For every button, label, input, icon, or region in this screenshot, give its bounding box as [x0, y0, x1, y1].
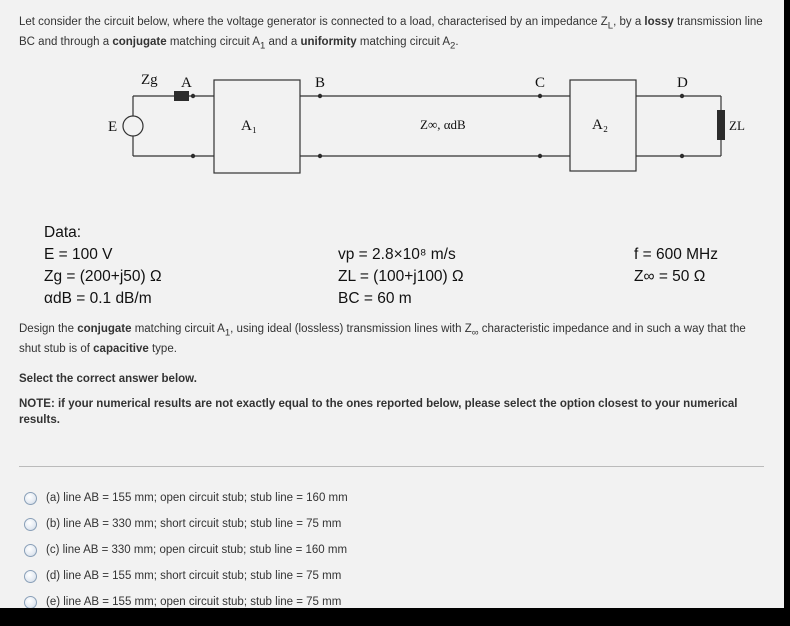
intro-sub-2: 1 [259, 40, 266, 52]
design-text-4: characteristic impedance and in such a way that the shut stub is of [19, 323, 746, 356]
intro-bold-uniformity: uniformity [300, 36, 357, 49]
option-label: (c) line AB = 330 mm; open circuit stub; stub line = 160 mm [46, 544, 348, 556]
option-label: (a) line AB = 155 mm; open circuit stub; stub line = 160 mm [46, 492, 348, 504]
data-generator-impedance: Zg = (200+j50) Ω [44, 268, 162, 285]
data-line-length: BC = 60 m [338, 290, 412, 307]
intro-sub-3: 2 [450, 40, 456, 52]
label-e: E [108, 119, 118, 135]
data-col-3 [634, 244, 718, 288]
note-text: NOTE: if your numerical results are not exactly equal to the ones reported below, please select the option closest to your numerical results. [19, 398, 738, 426]
radio-button[interactable] [24, 518, 37, 531]
option-d[interactable] [24, 563, 348, 589]
option-a[interactable] [24, 485, 348, 511]
data-col-1 [44, 244, 162, 310]
label-zg: Zg [141, 72, 158, 88]
box-a2-label: A₂ [592, 117, 609, 133]
intro-text-5: and a [265, 36, 301, 49]
data-load-impedance: ZL = (100+j100) Ω [338, 268, 464, 285]
design-bold-capacitive: capacitive [93, 343, 149, 356]
load-label: ZL [729, 118, 745, 133]
design-instructions [19, 321, 764, 357]
data-attenuation: αdB = 0.1 dB/m [44, 290, 152, 307]
option-label: (d) line AB = 155 mm; short circuit stub; stub line = 75 mm [46, 570, 342, 582]
data-generator-voltage: E = 100 V [44, 246, 113, 263]
option-e[interactable] [24, 589, 348, 608]
design-sub-2: ∞ [471, 327, 479, 339]
intro-text-6: matching circuit A [356, 36, 451, 49]
generator-impedance [174, 91, 189, 101]
data-characteristic-impedance: Z∞ = 50 Ω [634, 268, 706, 285]
label-b: B [315, 75, 326, 91]
option-c[interactable] [24, 537, 348, 563]
radio-button[interactable] [24, 544, 37, 557]
option-label: (b) line AB = 330 mm; short circuit stub; stub line = 75 mm [46, 518, 342, 530]
intro-text-3: transmission line BC and through a [19, 16, 763, 49]
option-label: (e) line AB = 155 mm; open circuit stub; stub line = 75 mm [46, 596, 342, 608]
data-heading: Data: [44, 224, 82, 241]
label-d: D [677, 75, 688, 91]
option-b[interactable] [24, 511, 348, 537]
select-prompt: Select the correct answer below. [19, 373, 197, 385]
radio-button[interactable] [24, 596, 37, 609]
design-text-3: , using ideal (lossless) transmission lines with Z [230, 323, 472, 335]
circuit-diagram [0, 0, 784, 200]
intro-sub-1: L [607, 20, 614, 32]
radio-button[interactable] [24, 570, 37, 583]
design-text-1: Design the [19, 323, 78, 335]
design-text-5: type. [148, 343, 177, 356]
divider [19, 466, 764, 467]
design-sub-1: 1 [224, 327, 231, 339]
design-bold-conjugate: conjugate [77, 323, 132, 335]
box-a1-label: A₁ [241, 118, 258, 134]
intro-text-2: , by a [613, 16, 645, 28]
label-c: C [535, 75, 546, 91]
data-frequency: f = 600 MHz [634, 246, 718, 263]
design-text-2: matching circuit A [131, 323, 225, 335]
answer-options [24, 485, 348, 608]
intro-bold-lossy: lossy [644, 16, 674, 28]
intro-bold-conjugate: conjugate [112, 36, 167, 49]
line-params-label: Z∞, αdB [420, 117, 466, 132]
load-resistor [717, 110, 725, 140]
radio-button[interactable] [24, 492, 37, 505]
intro-text-4: matching circuit A [166, 36, 260, 49]
data-col-2 [338, 244, 464, 310]
intro-text-1: Let consider the circuit below, where the voltage generator is connected to a load, characterised by an impedance Z [19, 16, 608, 28]
data-phase-velocity: vp = 2.8×10⁸ m/s [338, 246, 456, 263]
label-a: A [181, 75, 192, 91]
intro-text-7: . [455, 36, 459, 49]
